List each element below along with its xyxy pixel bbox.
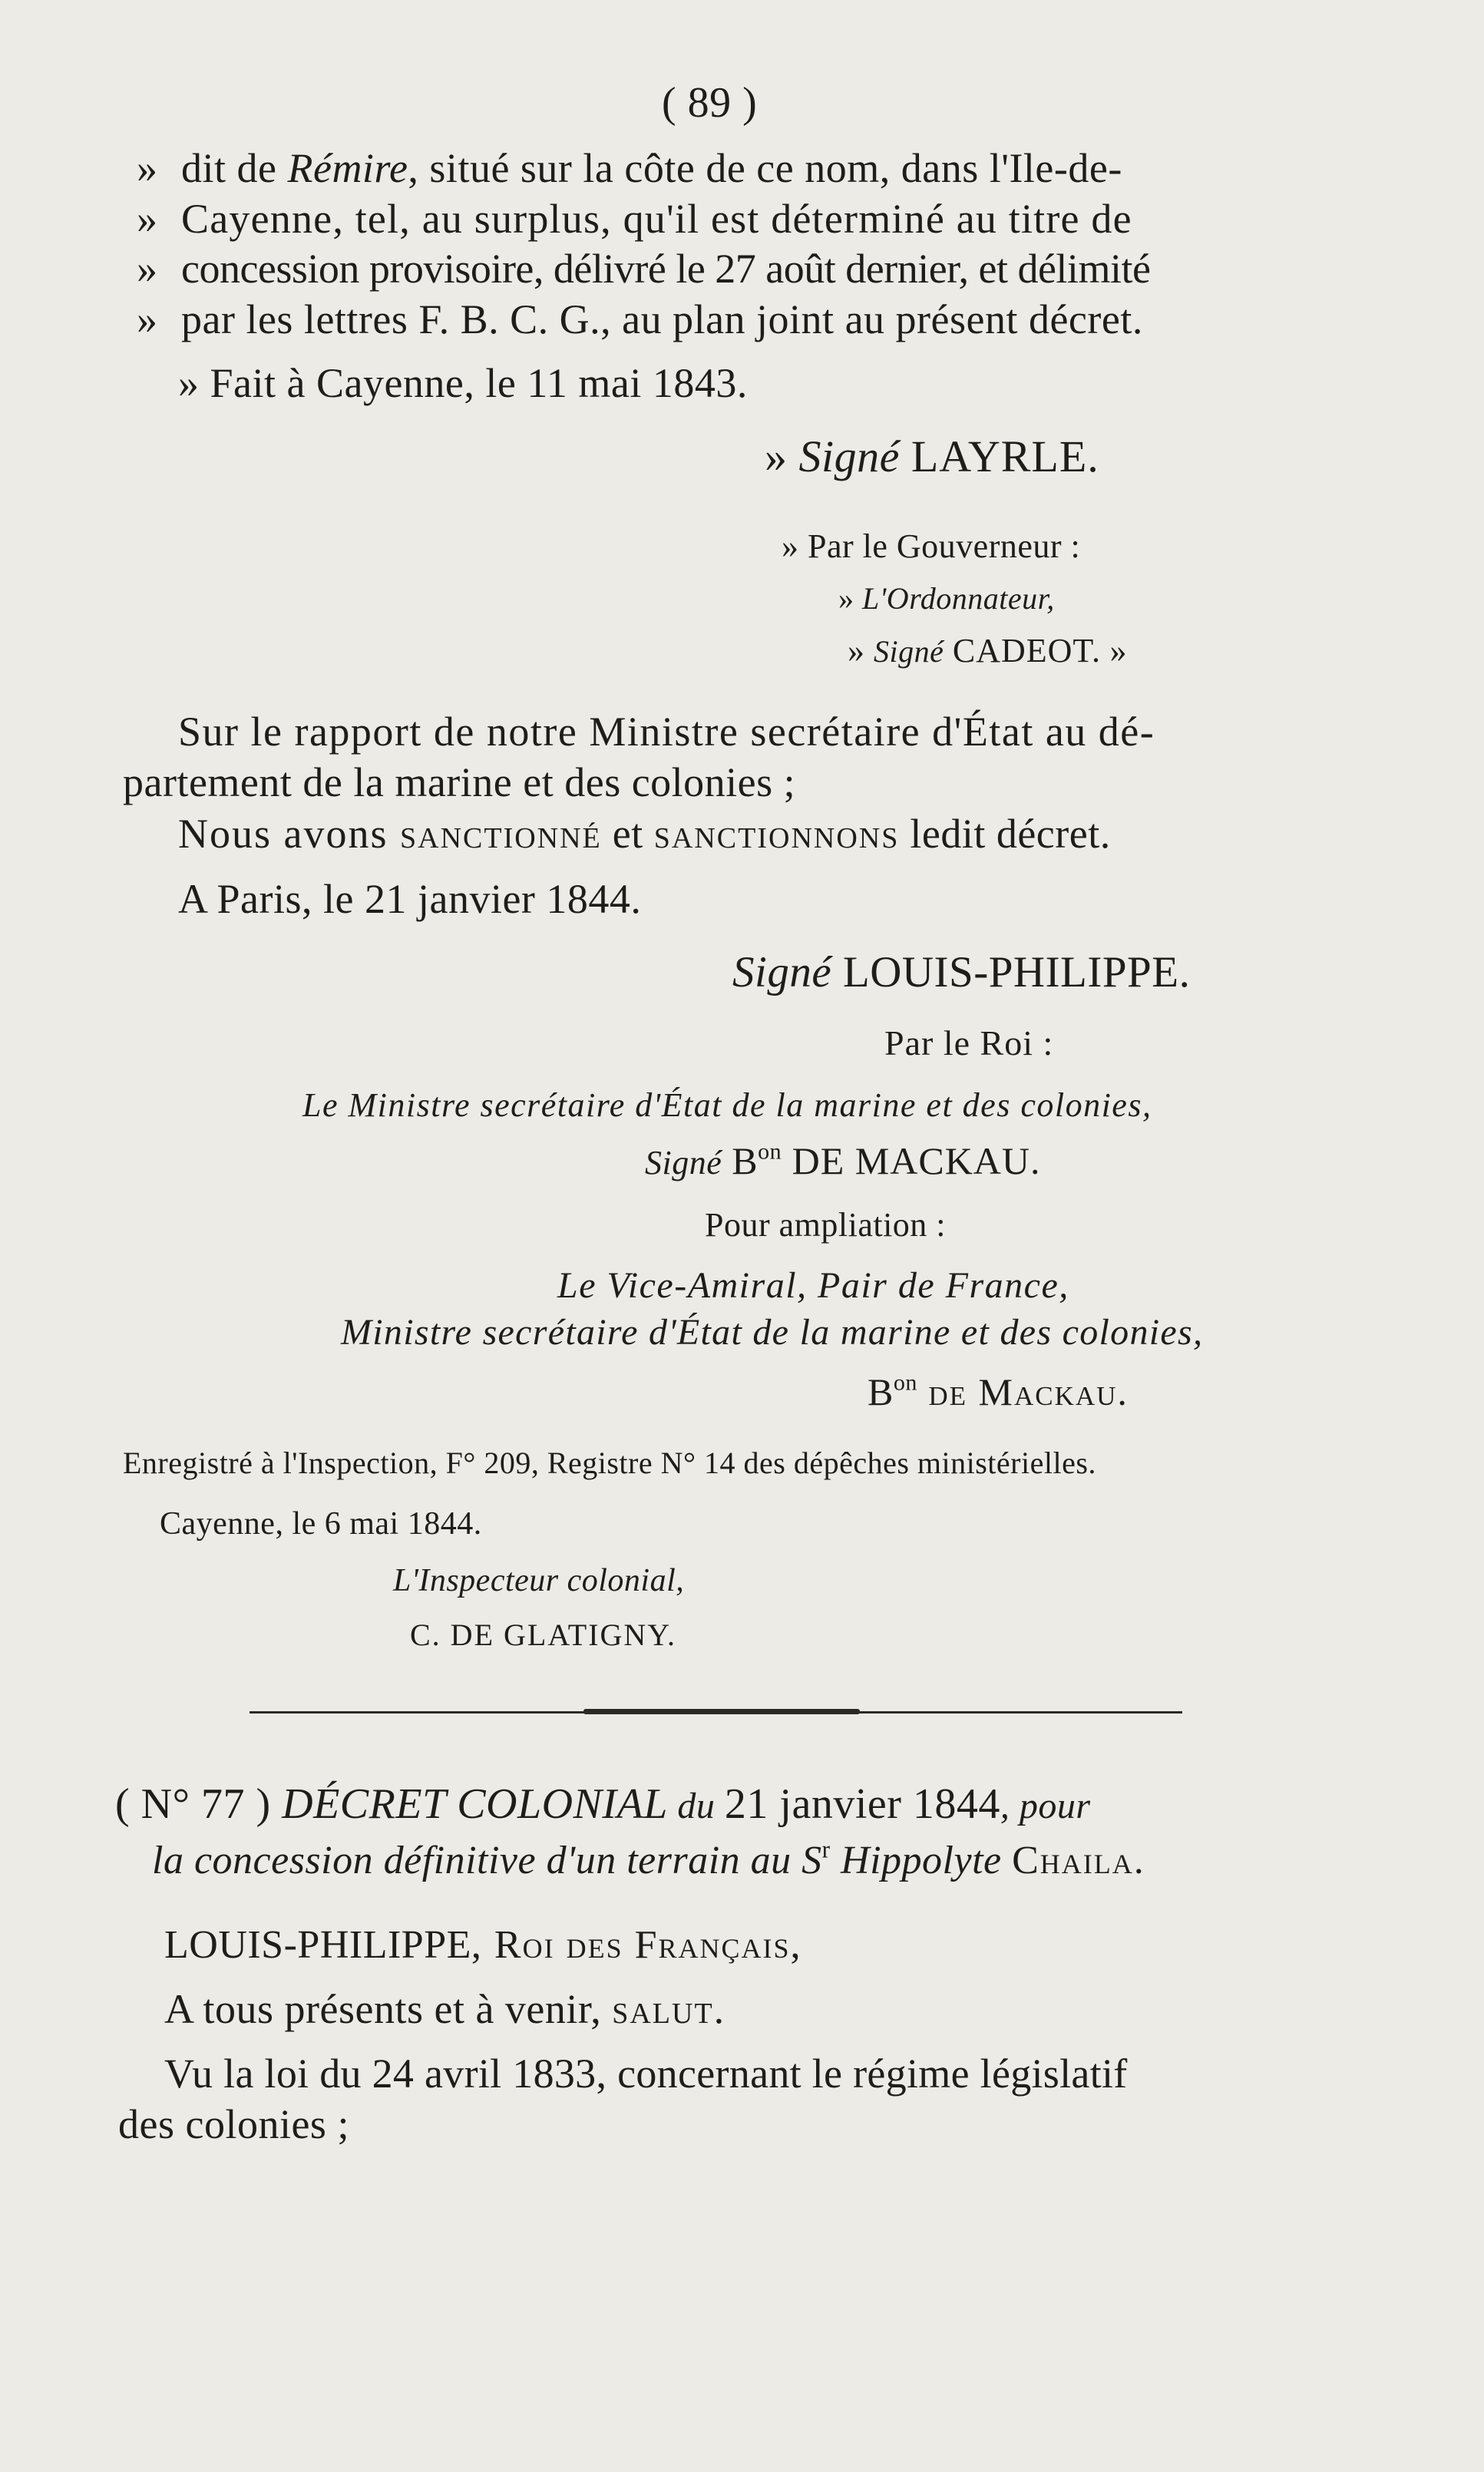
salut-pre: A tous présents et à venir, [164, 1986, 613, 2032]
sanctionne: sanctionné [400, 811, 602, 857]
decree-line-2 [137, 198, 1132, 240]
ministre-title: Le Ministre secrétaire d'État de la marine et des colonies, [302, 1086, 1152, 1124]
inspecteur-title: L'Inspecteur colonial, [393, 1563, 685, 1598]
ministre2-line [341, 1314, 1203, 1351]
ledit-decret: ledit décret. [899, 811, 1111, 857]
sanction-line [178, 811, 1111, 857]
place-remire: Rémire [287, 145, 408, 191]
king-title: , Roi des Français, [471, 1923, 802, 1967]
decree-line-2-text: Cayenne, tel, au surplus, qu'il est déterminé au titre de [181, 196, 1132, 242]
signatory-name: CADEOT. [952, 632, 1102, 669]
decree-line-1-post: , situé sur la côte de ce nom, dans l'Ile-de- [408, 145, 1122, 191]
baron-abbr: B [868, 1370, 894, 1413]
saint-sup: r [821, 1836, 831, 1863]
decree-line-4-text: par les lettres F. B. C. G., au plan joint au présent décret. [181, 296, 1143, 342]
baron-sup: on [893, 1370, 917, 1396]
ministre-line [302, 1086, 1152, 1124]
nous-avons: Nous avons [178, 811, 400, 857]
king-line [164, 1925, 802, 1965]
decree-line-1 [137, 147, 1122, 189]
quote-mark: » [137, 145, 158, 191]
salut-line [164, 1988, 725, 2030]
signatory-name: LOUIS-PHILIPPE. [842, 948, 1191, 996]
law-line-2: des colonies ; [118, 2101, 349, 2147]
decree-line-4 [137, 296, 1143, 342]
section-divider-center [583, 1709, 860, 1714]
decree77-subtitle [152, 1836, 1145, 1882]
hippolyte: Hippolyte [830, 1839, 1013, 1882]
glatigny-name: C. DE GLATIGNY. [410, 1618, 677, 1652]
decree-line-1-pre: dit de [181, 145, 288, 191]
law-line-1: Vu la loi du 24 avril 1833, concernant le régime législatif [164, 2051, 1128, 2097]
par-le-roi: Par le Roi : [884, 1023, 1054, 1062]
decree-line-3 [137, 246, 1151, 292]
subtitle-text: la concession définitive d'un terrain au S [152, 1839, 822, 1882]
decree-date: 21 janvier 1844 [724, 1780, 1000, 1828]
decree-number: ( N° 77 ) [115, 1780, 271, 1828]
registration-line: Enregistré à l'Inspection, F° 209, Registre N° 14 des dépêches ministérielles. [123, 1446, 1096, 1480]
report-line-2: partement de la marine et des colonies ; [123, 759, 796, 805]
registration-date: Cayenne, le 6 mai 1844. [160, 1506, 482, 1542]
decree-pour: , pour [1000, 1786, 1091, 1826]
decree-title: DÉCRET COLONIAL [282, 1780, 668, 1828]
ministre2-title: Ministre secrétaire d'État de la marine et des colonies, [341, 1312, 1204, 1353]
quote-mark: » [765, 431, 788, 481]
report-line-1: Sur le rapport de notre Ministre secrétaire d'État au dé- [178, 709, 1155, 755]
quote-mark: » [848, 632, 865, 669]
pour-ampliation: Pour ampliation : [705, 1206, 947, 1244]
cadeot-signature [848, 634, 1127, 668]
ordonnateur-title: L'Ordonnateur, [862, 581, 1055, 616]
decree-line-3-text: concession provisoire, délivré le 27 août dernier, et délimité [181, 246, 1151, 292]
decree-date-line: » Fait à Cayenne, le 11 mai 1843. [178, 360, 748, 406]
paris-date-line: A Paris, le 21 janvier 1844. [178, 876, 642, 922]
signe-label: Signé [798, 431, 900, 481]
louis-philippe-signature [732, 950, 1190, 994]
decree77-heading [115, 1780, 1091, 1828]
signe-label: Signé [645, 1144, 722, 1181]
vice-amiral-line [557, 1267, 1069, 1304]
de-particle: de [917, 1370, 979, 1413]
quote-mark: » [137, 196, 158, 242]
par-le-gouverneur: » Par le Gouverneur : [782, 527, 1081, 565]
signe-label: Signé [874, 634, 944, 669]
king-name: LOUIS-PHILIPPE [164, 1923, 471, 1967]
mackau-signature [645, 1139, 1041, 1182]
salut: salut. [612, 1986, 726, 2032]
baron-abbr: B [732, 1139, 759, 1182]
quote-mark: » [137, 246, 158, 292]
signatory-name: DE MACKAU. [782, 1139, 1041, 1182]
signe-label: Signé [732, 948, 832, 996]
sanction-and: et [601, 811, 654, 857]
decree-du: du [667, 1786, 725, 1826]
baron-sup: on [758, 1139, 782, 1165]
quote-mark: » [838, 581, 854, 616]
chaila: Chaila. [1012, 1839, 1145, 1882]
layrle-signature [765, 431, 1099, 481]
mackau-final [868, 1370, 1129, 1413]
ordonnateur-line [838, 583, 1055, 614]
sanctionnons: sanctionnons [653, 811, 900, 857]
signatory-name: Mackau. [978, 1370, 1129, 1413]
signatory-name: LAYRLE. [911, 431, 1099, 481]
page-number: ( 89 ) [662, 79, 758, 127]
quote-mark: » [1109, 632, 1128, 669]
inspecteur-line [393, 1565, 684, 1597]
vice-amiral-title: Le Vice-Amiral, Pair de France, [557, 1265, 1069, 1306]
quote-mark: » [137, 296, 158, 342]
